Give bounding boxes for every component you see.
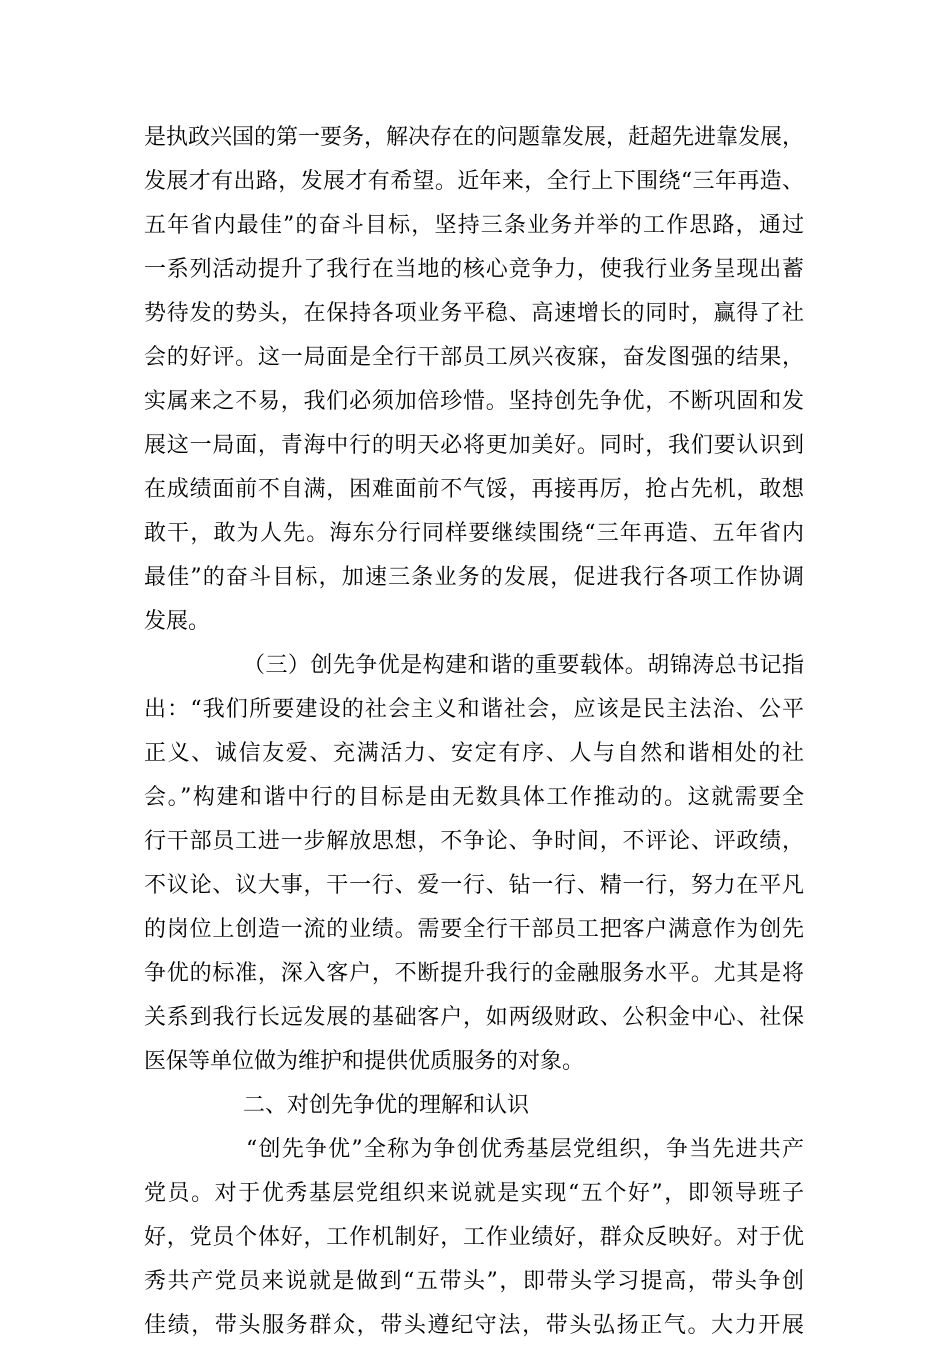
text-line: 的岗位上创造一流的业绩。需要全行干部员工把客户满意作为创先	[144, 917, 804, 942]
text-line: 实属来之不易，我们必须加倍珍惜。坚持创先争优，不断巩固和发	[144, 389, 804, 414]
text-line: 一系列活动提升了我行在当地的核心竞争力，使我行业务呈现出蓄	[144, 257, 804, 282]
text-line: 展这一局面，青海中行的明天必将更加美好。同时，我们要认识到	[144, 433, 804, 458]
text-line: 关系到我行长远发展的基础客户，如两级财政、公积金中心、社保	[144, 1005, 804, 1030]
section-heading-2: 二、对创先争优的理解和认识	[243, 1093, 530, 1118]
text-line: “创先争优”全称为争创优秀基层党组织，争当先进共产	[246, 1137, 804, 1162]
text-line: 不议论、议大事，干一行、爱一行、钻一行、精一行，努力在平凡	[144, 873, 804, 898]
text-line: 争优的标准，深入客户，不断提升我行的金融服务水平。尤其是将	[144, 961, 804, 986]
text-line: 五年省内最佳”的奋斗目标，坚持三条业务并举的工作思路，通过	[144, 213, 804, 238]
text-line: 是执政兴国的第一要务，解决存在的问题靠发展，赶超先进靠发展，	[144, 125, 804, 150]
text-line: 会。”构建和谐中行的目标是由无数具体工作推动的。这就需要全	[144, 785, 804, 810]
text-line: 敢干，敢为人先。海东分行同样要继续围绕“三年再造、五年省内	[144, 521, 804, 546]
text-line: 势待发的势头，在保持各项业务平稳、高速增长的同时，赢得了社	[144, 301, 804, 326]
text-line: 在成绩面前不自满，困难面前不气馁，再接再厉，抢占先机，敢想	[144, 477, 804, 502]
text-line: 出：“我们所要建设的社会主义和谐社会，应该是民主法治、公平	[144, 697, 804, 722]
text-line: 发展。	[144, 609, 211, 634]
section-heading-3: （三）创先争优是构建和谐的重要载体。胡锦涛总书记指	[243, 653, 804, 678]
text-line: 发展才有出路，发展才有希望。近年来，全行上下围绕“三年再造、	[144, 169, 804, 194]
text-line: 正义、诚信友爱、充满活力、安定有序、人与自然和谐相处的社	[144, 741, 804, 766]
text-line: 行干部员工进一步解放思想，不争论、争时间，不评论、评政绩，	[144, 829, 804, 854]
text-line: 党员。对于优秀基层党组织来说就是实现“五个好”，即领导班子	[144, 1181, 804, 1206]
text-line: 医保等单位做为维护和提供优质服务的对象。	[144, 1049, 585, 1074]
text-line: 佳绩，带头服务群众，带头遵纪守法，带头弘扬正气。大力开展	[144, 1313, 804, 1338]
text-line: 好，党员个体好，工作机制好，工作业绩好，群众反映好。对于优	[144, 1225, 804, 1250]
text-line: 秀共产党员来说就是做到“五带头”，即带头学习提高，带头争创	[144, 1269, 804, 1294]
text-line: 会的好评。这一局面是全行干部员工夙兴夜寐，奋发图强的结果，	[144, 345, 804, 370]
text-line: 最佳”的奋斗目标，加速三条业务的发展，促进我行各项工作协调	[144, 565, 804, 590]
